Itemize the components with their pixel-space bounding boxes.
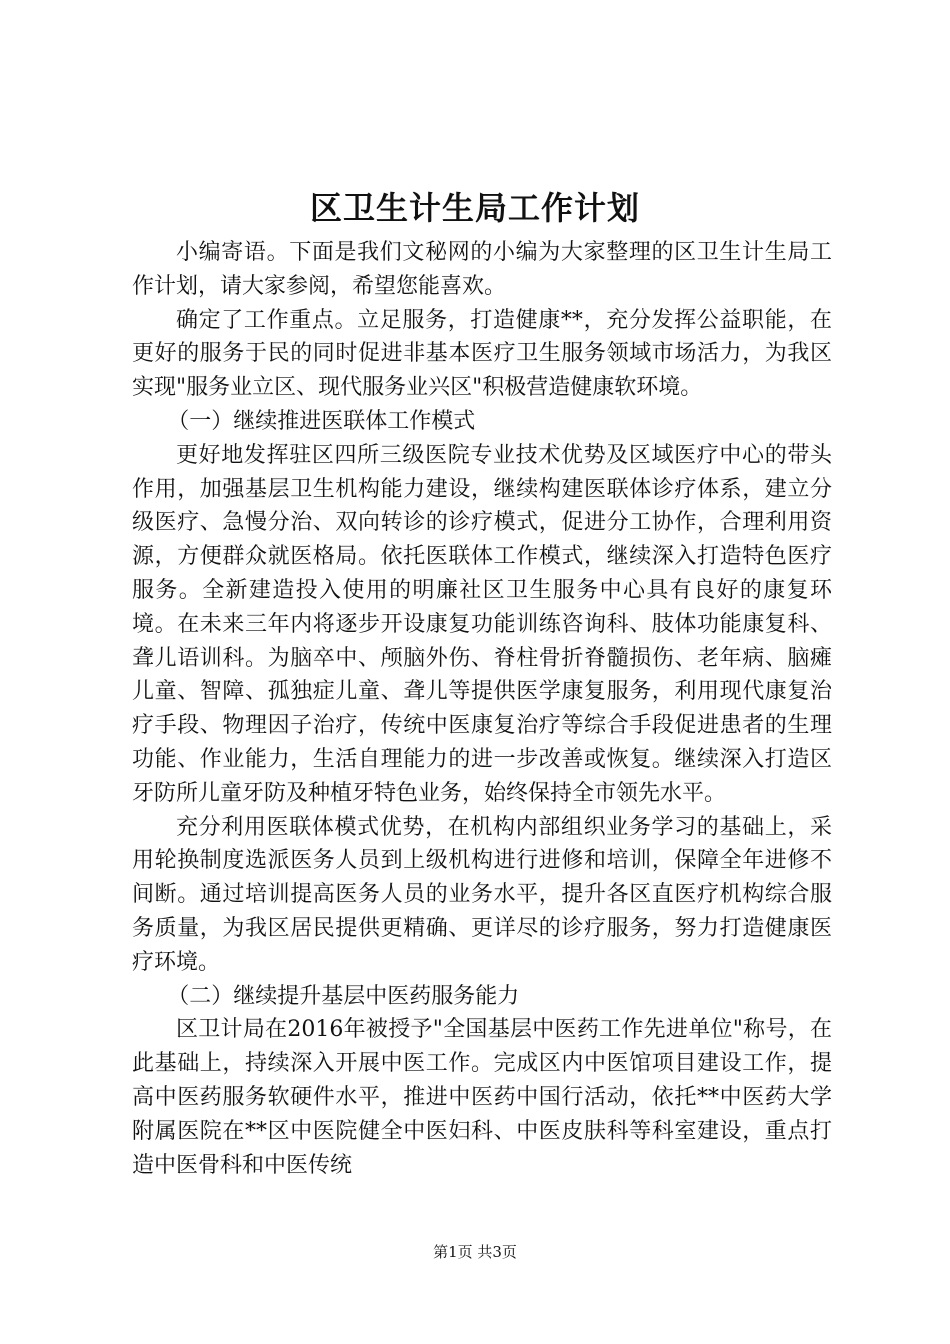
section-heading-2: （二）继续提升基层中医药服务能力 bbox=[167, 983, 520, 1009]
document-body bbox=[132, 236, 832, 1182]
page-number-footer: 第1页 共3页 bbox=[433, 1243, 517, 1261]
medical-alliance-paragraph: 更好地发挥驻区四所三级医院专业技术优势及区域医疗中心的带头作用，加强基层卫生机构能力建设，继续构建医联体诊疗体系，建立分级医疗、急慢分治、双向转诊的诊疗模式，促进分工协作，合理利用资源，方便群众就医格局。依托医联体工作模式，继续深入打造特色医疗服务。全新建造投入使用的明廉社区卫生服务中心具有良好的康复环境。在未来三年内将逐步开设康复功能训练咨询科、肢体功能康复科、聋儿语训科。为脑卒中、颅脑外伤、脊柱骨折脊髓损伤、老年病、脑瘫儿童、智障、孤独症儿童、聋儿等提供医学康复服务，利用现代康复治疗手段、物理因子治疗，传统中医康复治疗等综合手段促进患者的生理功能、作业能力，生活自理能力的进一步改善或恢复。继续深入打造区牙防所儿童牙防及种植牙特色业务，始终保持全市领先水平。 bbox=[132, 442, 832, 806]
focus-paragraph: 确定了工作重点。立足服务，打造健康**，充分发挥公益职能，在更好的服务于民的同时促进非基本医疗卫生服务领域市场活力，为我区实现"服务业立区、现代服务业兴区"积极营造健康软环境。 bbox=[132, 307, 832, 401]
intro-paragraph: 小编寄语。下面是我们文秘网的小编为大家整理的区卫生计生局工作计划，请大家参阅，希望您能喜欢。 bbox=[132, 240, 832, 299]
page-title: 区卫生计生局工作计划 bbox=[309, 189, 640, 227]
training-paragraph: 充分利用医联体模式优势，在机构内部组织业务学习的基础上，采用轮换制度选派医务人员到上级机构进行进修和培训，保障全年进修不间断。通过培训提高医务人员的业务水平，提升各区直医疗机构综合服务质量，为我区居民提供更精确、更详尽的诊疗服务，努力打造健康医疗环境。 bbox=[132, 814, 832, 975]
section-heading-1: （一）继续推进医联体工作模式 bbox=[167, 408, 476, 434]
tcm-paragraph: 区卫计局在2016年被授予"全国基层中医药工作先进单位"称号，在此基础上，持续深入开展中医工作。完成区内中医馆项目建设工作，提高中医药服务软硬件水平，推进中医药中国行活动，依托**中医药大学附属医院在**区中医院健全中医妇科、中医皮肤科等科室建设，重点打造中医骨科和中医传统 bbox=[132, 1017, 832, 1178]
